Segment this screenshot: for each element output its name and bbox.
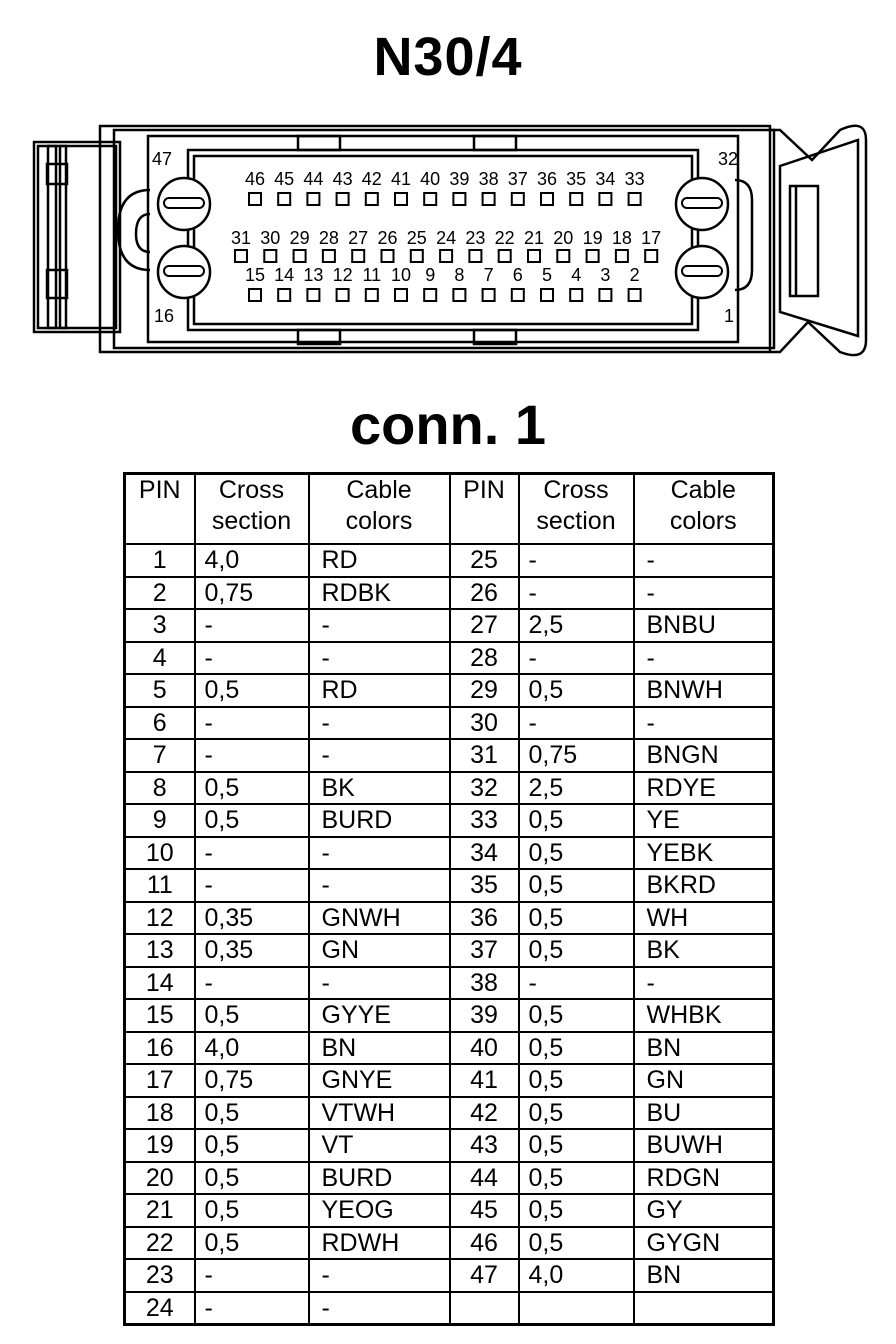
cell-pin: 36 xyxy=(450,902,519,935)
cell-pin: 22 xyxy=(125,1227,195,1260)
header-pin: PIN xyxy=(125,474,195,545)
pin-cavity xyxy=(541,193,553,205)
cell-cross-section: 0,5 xyxy=(519,1097,634,1130)
cell-pin: 45 xyxy=(450,1194,519,1227)
pin-cavity xyxy=(453,289,465,301)
cell-cross-section: 0,5 xyxy=(519,804,634,837)
cell-pin: 33 xyxy=(450,804,519,837)
pin-number-label: 11 xyxy=(362,265,382,285)
pin-cavity xyxy=(307,193,319,205)
pin-number-label: 39 xyxy=(449,169,470,189)
cell-cross-section: - xyxy=(195,869,309,902)
cell-pin: 8 xyxy=(125,772,195,805)
pin-cavity-rows xyxy=(231,169,661,301)
cell-cable-color: BN xyxy=(634,1032,774,1065)
cell-pin: 5 xyxy=(125,674,195,707)
pin-cavity xyxy=(307,289,319,301)
cell-cable-color: - xyxy=(309,1259,450,1292)
cell-cross-section: - xyxy=(519,544,634,577)
cell-cable-color: - xyxy=(634,577,774,610)
cell-cross-section: 0,5 xyxy=(519,1129,634,1162)
cell-pin: 13 xyxy=(125,934,195,967)
cell-pin: 15 xyxy=(125,999,195,1032)
cell-pin: 42 xyxy=(450,1097,519,1130)
cell-pin: 43 xyxy=(450,1129,519,1162)
pin-cavity xyxy=(294,250,306,262)
cell-cable-color: RDBK xyxy=(309,577,450,610)
table-row xyxy=(125,1227,774,1260)
pin-cavity xyxy=(528,250,540,262)
pin-number-label: 38 xyxy=(478,169,499,189)
pin-number-label: 33 xyxy=(624,169,645,189)
table-header-row xyxy=(125,474,774,545)
pin-number-label: 26 xyxy=(377,228,398,248)
cell-pin xyxy=(450,1292,519,1325)
cell-cable-color: GY xyxy=(634,1194,774,1227)
pin-number-label: 17 xyxy=(641,228,662,248)
cell-cable-color: - xyxy=(634,642,774,675)
pin-number-label: 21 xyxy=(523,228,545,248)
pin-cavity xyxy=(570,289,582,301)
pin-cavity xyxy=(249,193,261,205)
pin-cavity xyxy=(469,250,481,262)
cell-cable-color: WHBK xyxy=(634,999,774,1032)
cell-pin: 37 xyxy=(450,934,519,967)
cell-cross-section xyxy=(519,1292,634,1325)
table-row xyxy=(125,1097,774,1130)
cell-cross-section: 2,5 xyxy=(519,772,634,805)
pin-number-label: 31 xyxy=(230,228,252,248)
cell-cross-section: 0,5 xyxy=(195,1129,309,1162)
cell-cable-color: - xyxy=(309,837,450,870)
cell-cross-section: 0,5 xyxy=(195,772,309,805)
cell-cable-color: RD xyxy=(309,674,450,707)
pin-label-corner-1: 1 xyxy=(724,306,735,326)
cell-pin: 4 xyxy=(125,642,195,675)
cell-pin: 24 xyxy=(125,1292,195,1325)
pin-number-label: 2 xyxy=(629,265,640,285)
cell-cross-section: 4,0 xyxy=(519,1259,634,1292)
cell-cable-color: GNWH xyxy=(309,902,450,935)
pin-number-label: 46 xyxy=(244,169,266,189)
pin-number-label: 35 xyxy=(566,169,587,189)
cell-cable-color: BKRD xyxy=(634,869,774,902)
cell-pin: 20 xyxy=(125,1162,195,1195)
cell-pin: 6 xyxy=(125,707,195,740)
cell-cross-section: 0,5 xyxy=(195,1227,309,1260)
cell-pin: 47 xyxy=(450,1259,519,1292)
pin-number-label: 13 xyxy=(303,265,324,285)
table-row xyxy=(125,577,774,610)
cell-cable-color: BNGN xyxy=(634,739,774,772)
pin-number-label: 8 xyxy=(454,265,465,285)
cell-cross-section: 0,75 xyxy=(195,577,309,610)
pin-cavity xyxy=(323,250,335,262)
pin-number-label: 20 xyxy=(553,228,574,248)
cell-pin: 30 xyxy=(450,707,519,740)
pin-cavity xyxy=(512,193,524,205)
pin-number-label: 9 xyxy=(425,265,436,285)
cell-cable-color: RD xyxy=(309,544,450,577)
pin-cavity xyxy=(366,289,378,301)
cell-pin: 31 xyxy=(450,739,519,772)
cell-cross-section: 0,5 xyxy=(195,999,309,1032)
cell-cable-color: - xyxy=(309,739,450,772)
header-cross-section: Cross section xyxy=(519,474,634,545)
header-cable-colors: Cable colors xyxy=(309,474,450,545)
table-row xyxy=(125,739,774,772)
pin-cavity xyxy=(337,289,349,301)
pin-cavity xyxy=(424,289,436,301)
pin-cavity xyxy=(616,250,628,262)
cell-cross-section: - xyxy=(519,577,634,610)
cell-cross-section: 0,5 xyxy=(519,1194,634,1227)
pin-cavity xyxy=(382,250,394,262)
pin-cavity xyxy=(629,289,641,301)
cell-cross-section: 0,5 xyxy=(519,999,634,1032)
cell-cable-color: BUWH xyxy=(634,1129,774,1162)
cell-cross-section: 0,75 xyxy=(519,739,634,772)
cell-cable-color: BURD xyxy=(309,804,450,837)
cell-pin: 40 xyxy=(450,1032,519,1065)
pin-number-label: 42 xyxy=(361,169,382,189)
table-row xyxy=(125,902,774,935)
pin-number-label: 18 xyxy=(611,228,632,248)
cell-pin: 29 xyxy=(450,674,519,707)
pin-cavity xyxy=(587,250,599,262)
table-row xyxy=(125,1259,774,1292)
table-row xyxy=(125,1064,774,1097)
pin-cavity xyxy=(424,193,436,205)
table-row xyxy=(125,1129,774,1162)
cell-cable-color: - xyxy=(309,609,450,642)
pin-cavity xyxy=(395,193,407,205)
cell-cable-color: WH xyxy=(634,902,774,935)
cell-pin: 3 xyxy=(125,609,195,642)
cell-cable-color: RDWH xyxy=(309,1227,450,1260)
pin-cavity xyxy=(557,250,569,262)
cell-cable-color: - xyxy=(309,1292,450,1325)
table-row xyxy=(125,1032,774,1065)
cell-cross-section: - xyxy=(195,837,309,870)
cell-cross-section: 0,35 xyxy=(195,934,309,967)
cell-cable-color: YEOG xyxy=(309,1194,450,1227)
pin-number-label: 41 xyxy=(390,169,412,189)
pin-number-label: 4 xyxy=(571,265,582,285)
pin-cavity xyxy=(453,193,465,205)
cell-pin: 39 xyxy=(450,999,519,1032)
cell-pin: 46 xyxy=(450,1227,519,1260)
pin-assignment-table xyxy=(123,472,775,1326)
cell-cross-section: 0,5 xyxy=(519,869,634,902)
cell-cross-section: 0,5 xyxy=(519,1032,634,1065)
cell-cable-color: BK xyxy=(309,772,450,805)
cell-cable-color: VTWH xyxy=(309,1097,450,1130)
table-row xyxy=(125,544,774,577)
cell-cross-section: - xyxy=(195,739,309,772)
cell-cable-color: BN xyxy=(309,1032,450,1065)
cell-cable-color: YE xyxy=(634,804,774,837)
cell-cross-section: 0,5 xyxy=(519,1162,634,1195)
pin-number-label: 45 xyxy=(274,169,295,189)
cell-pin: 26 xyxy=(450,577,519,610)
header-cross-section: Cross section xyxy=(195,474,309,545)
cell-pin: 23 xyxy=(125,1259,195,1292)
cell-cross-section: 0,5 xyxy=(519,837,634,870)
cell-pin: 2 xyxy=(125,577,195,610)
pin-number-label: 22 xyxy=(494,228,515,248)
cell-cable-color: BN xyxy=(634,1259,774,1292)
cell-cable-color: - xyxy=(309,707,450,740)
cell-cable-color: GN xyxy=(309,934,450,967)
table-row xyxy=(125,707,774,740)
cell-pin: 11 xyxy=(125,869,195,902)
cell-cross-section: - xyxy=(195,1259,309,1292)
header-cable-colors: Cable colors xyxy=(634,474,774,545)
pin-number-label: 43 xyxy=(332,169,353,189)
pin-cavity xyxy=(440,250,452,262)
cell-pin: 34 xyxy=(450,837,519,870)
cell-pin: 27 xyxy=(450,609,519,642)
cell-cable-color: - xyxy=(634,544,774,577)
cell-cable-color: BNWH xyxy=(634,674,774,707)
table-row xyxy=(125,837,774,870)
table-row xyxy=(125,674,774,707)
table-row xyxy=(125,869,774,902)
cell-cross-section: 0,5 xyxy=(195,1097,309,1130)
cell-cable-color: VT xyxy=(309,1129,450,1162)
pin-number-label: 44 xyxy=(303,169,324,189)
pin-cavity xyxy=(337,193,349,205)
cell-pin: 32 xyxy=(450,772,519,805)
pin-label-corner-32: 32 xyxy=(718,149,739,169)
table-row xyxy=(125,934,774,967)
cell-cable-color: - xyxy=(309,869,450,902)
pin-cavity xyxy=(483,193,495,205)
cell-pin: 16 xyxy=(125,1032,195,1065)
cell-cross-section: 0,5 xyxy=(195,804,309,837)
cell-cross-section: - xyxy=(195,609,309,642)
cell-cable-color: GYGN xyxy=(634,1227,774,1260)
cell-pin: 25 xyxy=(450,544,519,577)
cell-pin: 9 xyxy=(125,804,195,837)
cell-cross-section: 0,35 xyxy=(195,902,309,935)
cell-pin: 21 xyxy=(125,1194,195,1227)
pin-number-label: 5 xyxy=(541,265,553,285)
cell-cross-section: - xyxy=(519,707,634,740)
table-row xyxy=(125,999,774,1032)
table-row xyxy=(125,642,774,675)
pin-cavity xyxy=(264,250,276,262)
cell-cross-section: - xyxy=(195,642,309,675)
connector-drawing xyxy=(0,0,896,380)
cell-pin: 19 xyxy=(125,1129,195,1162)
cell-cross-section: 0,5 xyxy=(195,674,309,707)
cell-pin: 44 xyxy=(450,1162,519,1195)
pin-cavity xyxy=(278,289,290,301)
connector-subtitle: conn. 1 xyxy=(349,393,547,456)
cell-cross-section: 0,5 xyxy=(519,902,634,935)
pin-cavity xyxy=(629,193,641,205)
pin-cavity xyxy=(541,289,553,301)
table-row xyxy=(125,804,774,837)
table-row xyxy=(125,772,774,805)
pin-cavity xyxy=(395,289,407,301)
cell-cross-section: 0,5 xyxy=(519,1227,634,1260)
pin-cavity xyxy=(645,250,657,262)
cell-cross-section: - xyxy=(195,967,309,1000)
pin-number-label: 34 xyxy=(595,169,616,189)
table-row xyxy=(125,1162,774,1195)
cell-cable-color: - xyxy=(309,967,450,1000)
cell-cable-color: RDYE xyxy=(634,772,774,805)
pin-cavity xyxy=(366,193,378,205)
cell-cross-section: 0,5 xyxy=(519,934,634,967)
cell-cable-color: - xyxy=(634,707,774,740)
cell-cable-color: BNBU xyxy=(634,609,774,642)
cell-cross-section: - xyxy=(195,1292,309,1325)
cell-pin: 35 xyxy=(450,869,519,902)
pin-cavity xyxy=(512,289,524,301)
table-row xyxy=(125,967,774,1000)
pin-number-label: 15 xyxy=(244,265,266,285)
pin-cavity xyxy=(570,193,582,205)
cell-cable-color: GNYE xyxy=(309,1064,450,1097)
cell-cable-color: GYYE xyxy=(309,999,450,1032)
pin-label-corner-47: 47 xyxy=(152,149,173,169)
header-pin: PIN xyxy=(450,474,519,545)
pin-cavity xyxy=(235,250,247,262)
cell-cable-color: - xyxy=(309,642,450,675)
cell-cable-color: BK xyxy=(634,934,774,967)
pin-cavity xyxy=(599,193,611,205)
cell-pin: 7 xyxy=(125,739,195,772)
table-row xyxy=(125,609,774,642)
cell-cross-section: - xyxy=(519,642,634,675)
pin-cavity xyxy=(499,250,511,262)
table-body xyxy=(125,544,774,1325)
pin-number-label: 37 xyxy=(507,169,528,189)
cell-cable-color: RDGN xyxy=(634,1162,774,1195)
pin-number-label: 28 xyxy=(318,228,339,248)
cell-cross-section: 0,75 xyxy=(195,1064,309,1097)
pin-number-label: 7 xyxy=(483,265,494,285)
pin-number-label: 10 xyxy=(390,265,412,285)
cell-cable-color: GN xyxy=(634,1064,774,1097)
pin-number-label: 19 xyxy=(582,228,603,248)
cell-pin: 1 xyxy=(125,544,195,577)
cell-pin: 14 xyxy=(125,967,195,1000)
pin-number-label: 30 xyxy=(260,228,281,248)
pin-number-label: 3 xyxy=(600,265,611,285)
cell-pin: 38 xyxy=(450,967,519,1000)
table-row xyxy=(125,1194,774,1227)
cell-cross-section: 4,0 xyxy=(195,1032,309,1065)
pin-number-label: 40 xyxy=(420,169,441,189)
pin-cavity xyxy=(411,250,423,262)
cell-cable-color xyxy=(634,1292,774,1325)
cell-cross-section: 0,5 xyxy=(519,674,634,707)
pin-label-corner-16: 16 xyxy=(154,306,175,326)
pin-number-label: 14 xyxy=(274,265,295,285)
pin-number-label: 12 xyxy=(332,265,353,285)
cell-cross-section: - xyxy=(519,967,634,1000)
cell-cross-section: 0,5 xyxy=(195,1194,309,1227)
pin-cavity xyxy=(249,289,261,301)
cell-cross-section: - xyxy=(195,707,309,740)
cell-pin: 28 xyxy=(450,642,519,675)
pin-number-label: 24 xyxy=(436,228,457,248)
pin-number-label: 29 xyxy=(289,228,310,248)
pin-cavity xyxy=(278,193,290,205)
pin-number-label: 25 xyxy=(406,228,427,248)
cell-cable-color: BU xyxy=(634,1097,774,1130)
cell-pin: 18 xyxy=(125,1097,195,1130)
pin-cavity xyxy=(483,289,495,301)
table-row xyxy=(125,1292,774,1325)
cell-pin: 17 xyxy=(125,1064,195,1097)
pin-number-label: 27 xyxy=(348,228,369,248)
cell-cross-section: 0,5 xyxy=(195,1162,309,1195)
cell-cross-section: 0,5 xyxy=(519,1064,634,1097)
cell-cable-color: BURD xyxy=(309,1162,450,1195)
pin-number-label: 36 xyxy=(536,169,558,189)
cell-pin: 12 xyxy=(125,902,195,935)
pin-cavity xyxy=(599,289,611,301)
cell-cross-section: 2,5 xyxy=(519,609,634,642)
cell-pin: 41 xyxy=(450,1064,519,1097)
diagram-title: N30/4 xyxy=(373,27,523,87)
pin-cavity xyxy=(352,250,364,262)
cell-cable-color: YEBK xyxy=(634,837,774,870)
pin-number-label: 23 xyxy=(465,228,486,248)
cell-cross-section: 4,0 xyxy=(195,544,309,577)
pin-number-label: 6 xyxy=(512,265,523,285)
cell-cable-color: - xyxy=(634,967,774,1000)
cell-pin: 10 xyxy=(125,837,195,870)
